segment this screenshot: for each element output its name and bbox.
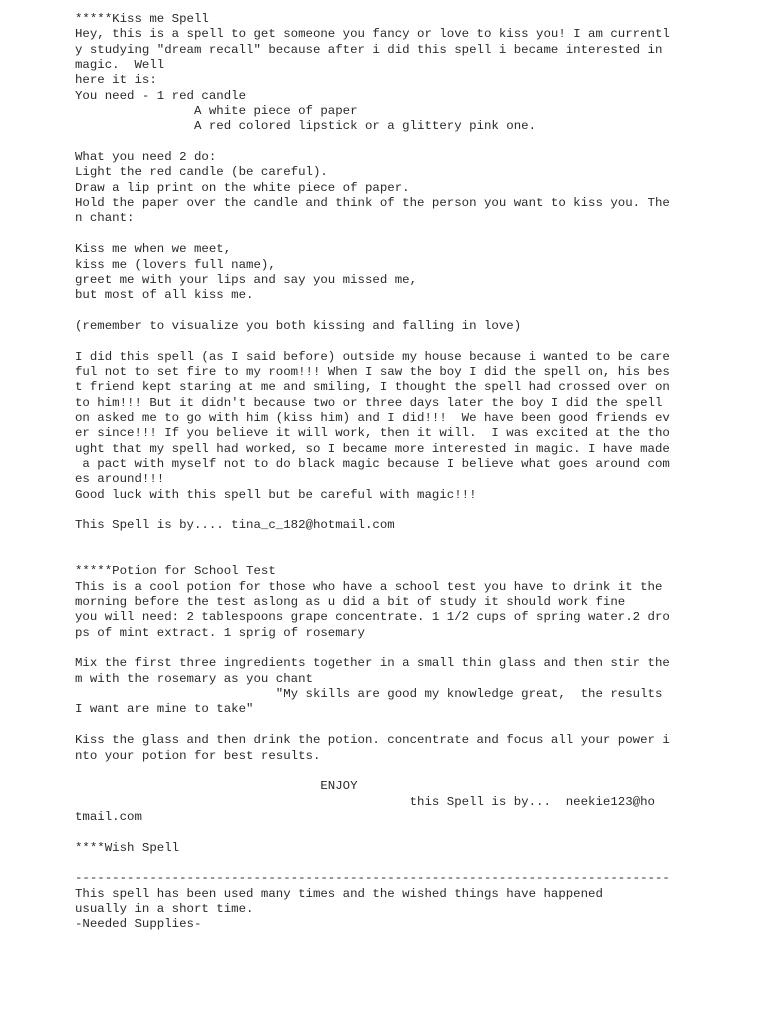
text-line: usually in a short time. bbox=[75, 901, 254, 916]
blank-line bbox=[75, 764, 755, 779]
text-line: This spell has been used many times and the wished things have happened bbox=[75, 886, 603, 901]
text-line: A red colored lipstick or a glittery pink one. bbox=[75, 119, 537, 134]
text-line: This Spell is by.... tina_c_182@hotmail.com bbox=[75, 518, 395, 533]
text-line: ps of mint extract. 1 sprig of rosemary bbox=[75, 625, 365, 640]
blank-line bbox=[75, 549, 755, 564]
text-line: A white piece of paper bbox=[75, 104, 358, 119]
blank-line bbox=[75, 534, 755, 549]
text-line: to him!!! But it didn't because two or three days later the boy I did the spell bbox=[75, 395, 663, 410]
text-line: "My skills are good my knowledge great, the results bbox=[75, 687, 663, 702]
text-line: Good luck with this spell but be careful with magic!!! bbox=[75, 487, 477, 502]
text-line: What you need 2 do: bbox=[75, 150, 217, 165]
text-line: er since!!! If you believe it will work, then it will. I was excited at the tho bbox=[75, 426, 670, 441]
document-page bbox=[75, 12, 755, 933]
text-line: t friend kept staring at me and smiling, I thought the spell had crossed over on bbox=[75, 380, 670, 395]
blank-line bbox=[75, 641, 755, 656]
text-line: Hey, this is a spell to get someone you fancy or love to kiss you! I am currentl bbox=[75, 27, 670, 42]
text-line: Draw a lip print on the white piece of paper. bbox=[75, 180, 410, 195]
text-line: -------------------------------------------------------------------------------- bbox=[75, 871, 670, 886]
text-line: Kiss me when we meet, bbox=[75, 242, 232, 257]
text-line: tmail.com bbox=[75, 809, 142, 824]
text-line: es around!!! bbox=[75, 472, 165, 487]
text-line: but most of all kiss me. bbox=[75, 288, 254, 303]
blank-line bbox=[75, 227, 755, 242]
blank-line bbox=[75, 503, 755, 518]
text-line: Kiss the glass and then drink the potion. concentrate and focus all your power i bbox=[75, 733, 670, 748]
text-line: nto your potion for best results. bbox=[75, 748, 321, 763]
text-line: *****Kiss me Spell bbox=[75, 12, 209, 26]
blank-line bbox=[75, 856, 755, 871]
text-line: Hold the paper over the candle and think of the person you want to kiss you. The bbox=[75, 196, 670, 211]
text-line: ENJOY bbox=[75, 779, 358, 794]
text-line: on asked me to go with him (kiss him) and I did!!! We have been good friends ev bbox=[75, 410, 670, 425]
document-text bbox=[75, 12, 755, 933]
text-line: ful not to set fire to my room!!! When I saw the boy I did the spell on, his bes bbox=[75, 364, 670, 379]
text-line: Mix the first three ingredients together in a small thin glass and then stir the bbox=[75, 656, 670, 671]
text-line: *****Potion for School Test bbox=[75, 564, 276, 579]
text-line: You need - 1 red candle bbox=[75, 88, 247, 103]
text-line: I want are mine to take" bbox=[75, 702, 254, 717]
text-line: Light the red candle (be careful). bbox=[75, 165, 328, 180]
blank-line bbox=[75, 825, 755, 840]
text-line: this Spell is by... neekie123@ho bbox=[75, 794, 655, 809]
text-line: kiss me (lovers full name), bbox=[75, 257, 276, 272]
blank-line bbox=[75, 135, 755, 150]
text-line: magic. Well bbox=[75, 58, 165, 73]
text-line: greet me with your lips and say you missed me, bbox=[75, 272, 418, 287]
text-line: y studying "dream recall" because after i did this spell i became interested in bbox=[75, 42, 663, 57]
text-line: you will need: 2 tablespoons grape concentrate. 1 1/2 cups of spring water.2 dro bbox=[75, 610, 670, 625]
text-line: -Needed Supplies- bbox=[75, 917, 202, 932]
text-line: (remember to visualize you both kissing and falling in love) bbox=[75, 318, 522, 333]
blank-line bbox=[75, 718, 755, 733]
text-line: ****Wish Spell bbox=[75, 840, 180, 855]
text-line: I did this spell (as I said before) outside my house because i wanted to be care bbox=[75, 349, 670, 364]
text-line: here it is: bbox=[75, 73, 157, 88]
text-line: m with the rosemary as you chant bbox=[75, 671, 313, 686]
blank-line bbox=[75, 334, 755, 349]
blank-line bbox=[75, 304, 755, 319]
text-line: n chant: bbox=[75, 211, 135, 226]
text-line: morning before the test aslong as u did a bit of study it should work fine bbox=[75, 595, 626, 610]
text-line: a pact with myself not to do black magic because I believe what goes around com bbox=[75, 456, 670, 471]
text-line: This is a cool potion for those who have a school test you have to drink it the bbox=[75, 579, 663, 594]
text-line: ught that my spell had worked, so I became more interested in magic. I have made bbox=[75, 441, 670, 456]
